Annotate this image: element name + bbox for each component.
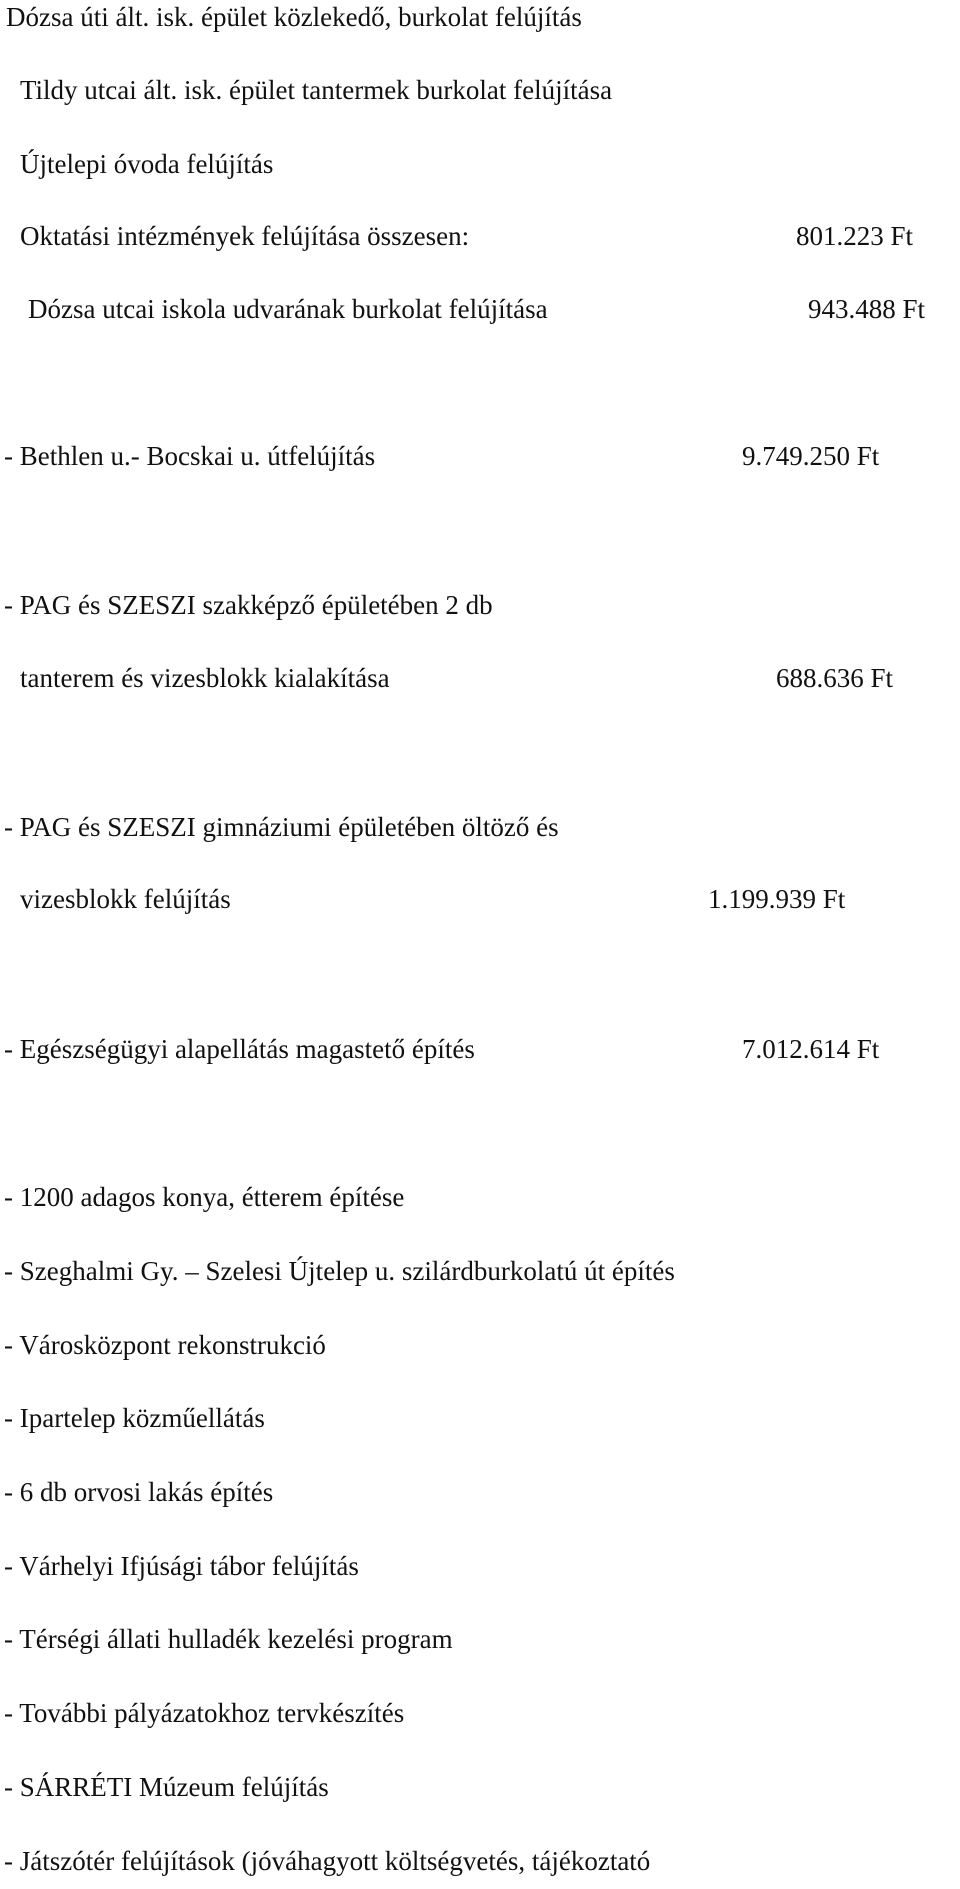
list-item: - Játszótér felújítások (jóváhagyott költségvetés, tájékoztató <box>4 1846 651 1876</box>
pag-gimnazium-line1: - PAG és SZESZI gimnáziumi épületében öltöző és <box>4 812 559 842</box>
subtotal-label: Oktatási intézmények felújítása összesen: <box>20 221 470 251</box>
pag-szakkepzo-amount: 688.636 Ft <box>776 663 894 693</box>
dozsa-yard-label: Dózsa utcai iskola udvarának burkolat felújítása <box>28 294 548 324</box>
list-item: - Szeghalmi Gy. – Szelesi Újtelep u. szilárdburkolatú út építés <box>4 1256 675 1286</box>
pag-szakkepzo-line2: tanterem és vizesblokk kialakítása <box>20 663 390 693</box>
list-item: - SÁRRÉTI Múzeum felújítás <box>4 1772 329 1802</box>
pag-gimnazium-line2: vizesblokk felújítás <box>20 884 231 914</box>
egeszsegugyi-label: - Egészségügyi alapellátás magastető építés <box>4 1034 475 1064</box>
item-dozsa-uti: Dózsa úti ált. isk. épület közlekedő, burkolat felújítás <box>6 2 582 32</box>
list-item: - Várhelyi Ifjúsági tábor felújítás <box>4 1551 359 1581</box>
pag-gimnazium-amount: 1.199.939 Ft <box>708 884 846 914</box>
subtotal-amount: 801.223 Ft <box>796 221 914 251</box>
bethlen-label: - Bethlen u.- Bocskai u. útfelújítás <box>4 441 376 471</box>
egeszsegugyi-amount: 7.012.614 Ft <box>742 1034 880 1064</box>
list-item: - Ipartelep közműellátás <box>4 1403 265 1433</box>
item-ujtelepi-ovoda: Újtelepi óvoda felújítás <box>20 149 274 179</box>
list-item: - Városközpont rekonstrukció <box>4 1330 326 1360</box>
item-tildy-utcai: Tildy utcai ált. isk. épület tantermek burkolat felújítása <box>20 75 613 105</box>
bethlen-amount: 9.749.250 Ft <box>742 441 880 471</box>
list-item: - 1200 adagos konya, étterem építése <box>4 1182 405 1212</box>
list-item: - 6 db orvosi lakás építés <box>4 1477 274 1507</box>
list-item: - További pályázatokhoz tervkészítés <box>4 1698 405 1728</box>
dozsa-yard-amount: 943.488 Ft <box>808 294 926 324</box>
pag-szakkepzo-line1: - PAG és SZESZI szakképző épületében 2 db <box>4 590 493 620</box>
list-item: - Térségi állati hulladék kezelési program <box>4 1624 453 1654</box>
